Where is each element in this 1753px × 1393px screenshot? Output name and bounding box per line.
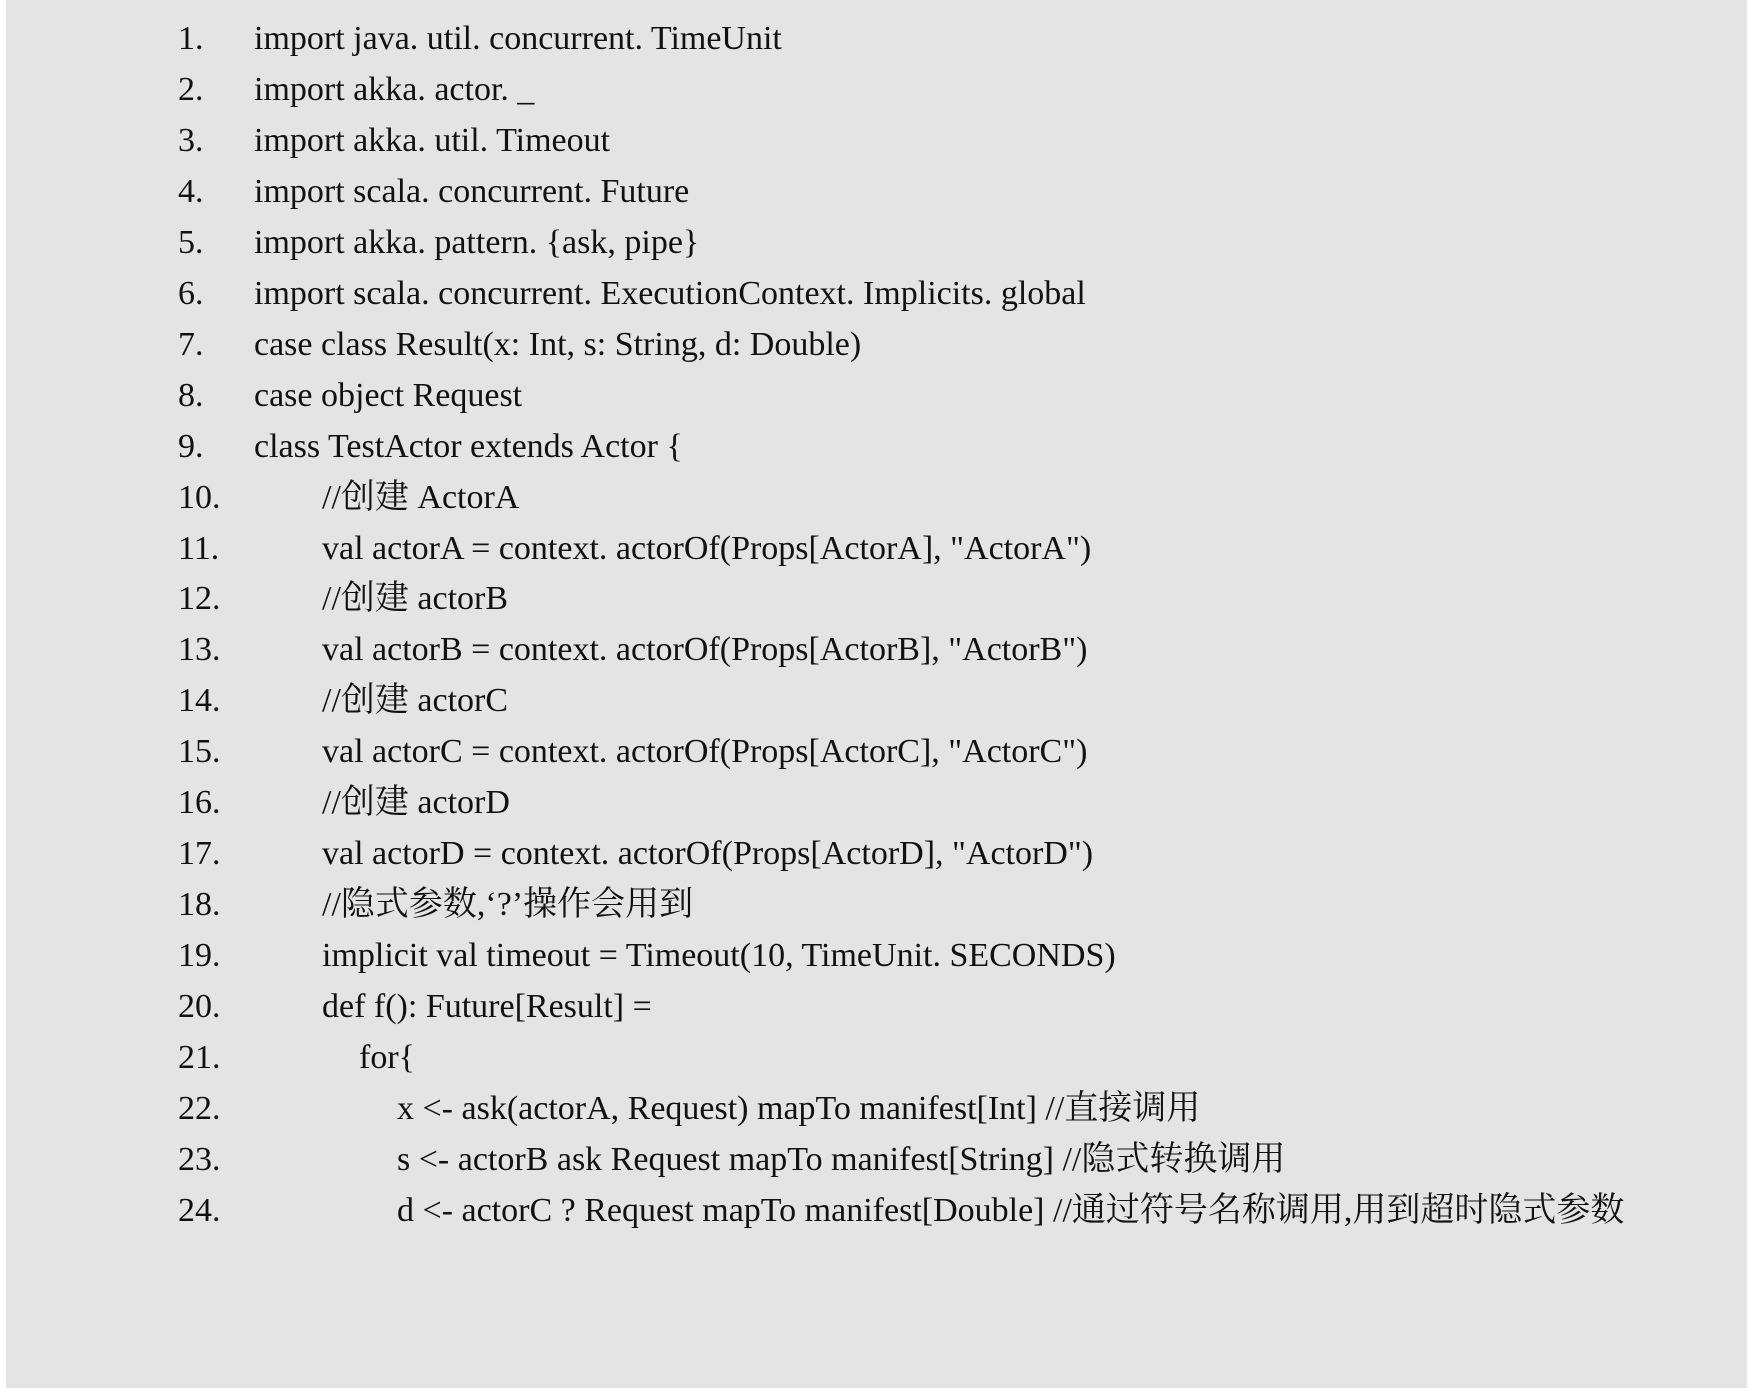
line-text: //隐式参数,‘?’操作会用到 — [322, 886, 694, 924]
line-number: 13. — [178, 631, 221, 669]
code-line — [6, 570, 1747, 627]
code-line — [6, 112, 1747, 169]
line-number: 5. — [178, 223, 204, 261]
line-number: 8. — [178, 376, 204, 414]
line-number: 1. — [178, 20, 204, 57]
code-line — [6, 723, 1747, 780]
code-line — [6, 469, 1747, 526]
code-line — [6, 927, 1747, 984]
line-number: 19. — [178, 937, 221, 975]
code-line — [6, 1182, 1747, 1239]
code-line — [6, 876, 1747, 933]
code-line — [6, 163, 1747, 220]
line-text: def f(): Future[Result] = — [322, 988, 652, 1026]
code-line — [6, 265, 1747, 322]
line-number: 14. — [178, 682, 221, 720]
line-text: class TestActor extends Actor { — [254, 427, 683, 465]
line-number: 18. — [178, 886, 221, 924]
line-text: case class Result(x: Int, s: String, d: Double) — [254, 325, 862, 363]
line-text: case object Request — [254, 376, 523, 414]
line-number: 4. — [178, 172, 204, 210]
line-number: 10. — [178, 478, 221, 516]
code-line — [6, 825, 1747, 882]
line-text: val actorB = context. actorOf(Props[ActorB], "ActorB") — [322, 631, 1088, 669]
line-number: 20. — [178, 988, 221, 1026]
line-number: 22. — [178, 1089, 221, 1127]
line-text: import akka. actor. _ — [254, 70, 535, 108]
code-line — [6, 316, 1747, 373]
line-text: import java. util. concurrent. TimeUnit — [254, 20, 782, 57]
line-number: 2. — [178, 70, 204, 108]
line-text: import akka. pattern. {ask, pipe} — [254, 223, 700, 261]
code-line — [6, 672, 1747, 729]
line-text: val actorD = context. actorOf(Props[ActorD], "ActorD") — [322, 835, 1094, 873]
line-text: val actorC = context. actorOf(Props[ActorC], "ActorC") — [322, 733, 1088, 771]
code-line — [6, 418, 1747, 475]
line-text: import scala. concurrent. ExecutionContext. Implicits. global — [254, 274, 1086, 312]
line-number: 11. — [178, 529, 220, 567]
line-number: 7. — [178, 325, 204, 363]
line-text: x <- ask(actorA, Request) mapTo manifest[Int] //直接调用 — [397, 1089, 1201, 1127]
code-line — [6, 520, 1747, 577]
line-text: import akka. util. Timeout — [254, 121, 611, 159]
line-number: 17. — [178, 835, 221, 873]
line-number: 23. — [178, 1140, 221, 1178]
line-text: //创建 actorC — [322, 682, 509, 720]
line-number: 9. — [178, 427, 204, 465]
line-text: s <- actorB ask Request mapTo manifest[String] //隐式转换调用 — [397, 1140, 1286, 1178]
line-number: 21. — [178, 1039, 221, 1076]
line-number: 24. — [178, 1191, 221, 1229]
line-text: for{ — [359, 1039, 415, 1076]
code-line — [6, 367, 1747, 424]
line-text: d <- actorC ? Request mapTo manifest[Double] //通过符号名称调用,用到超时隐式参数 — [397, 1191, 1625, 1229]
line-text: //创建 actorB — [322, 580, 509, 618]
code-listing — [6, 0, 1747, 1388]
line-number: 16. — [178, 784, 221, 822]
line-number: 12. — [178, 580, 221, 618]
code-line — [6, 1131, 1747, 1188]
line-number: 3. — [178, 121, 204, 159]
code-line — [6, 1080, 1747, 1137]
line-text: import scala. concurrent. Future — [254, 172, 690, 210]
line-text: val actorA = context. actorOf(Props[ActorA], "ActorA") — [322, 529, 1092, 567]
code-line — [6, 10, 1747, 67]
code-line — [6, 214, 1747, 271]
line-number: 6. — [178, 274, 204, 312]
line-number: 15. — [178, 733, 221, 771]
code-line — [6, 978, 1747, 1035]
code-line — [6, 61, 1747, 118]
line-text: //创建 ActorA — [322, 478, 520, 516]
code-line — [6, 1029, 1747, 1086]
code-line — [6, 621, 1747, 678]
line-text: implicit val timeout = Timeout(10, TimeUnit. SECONDS) — [322, 937, 1116, 975]
line-text: //创建 actorD — [322, 784, 510, 822]
code-line — [6, 774, 1747, 831]
